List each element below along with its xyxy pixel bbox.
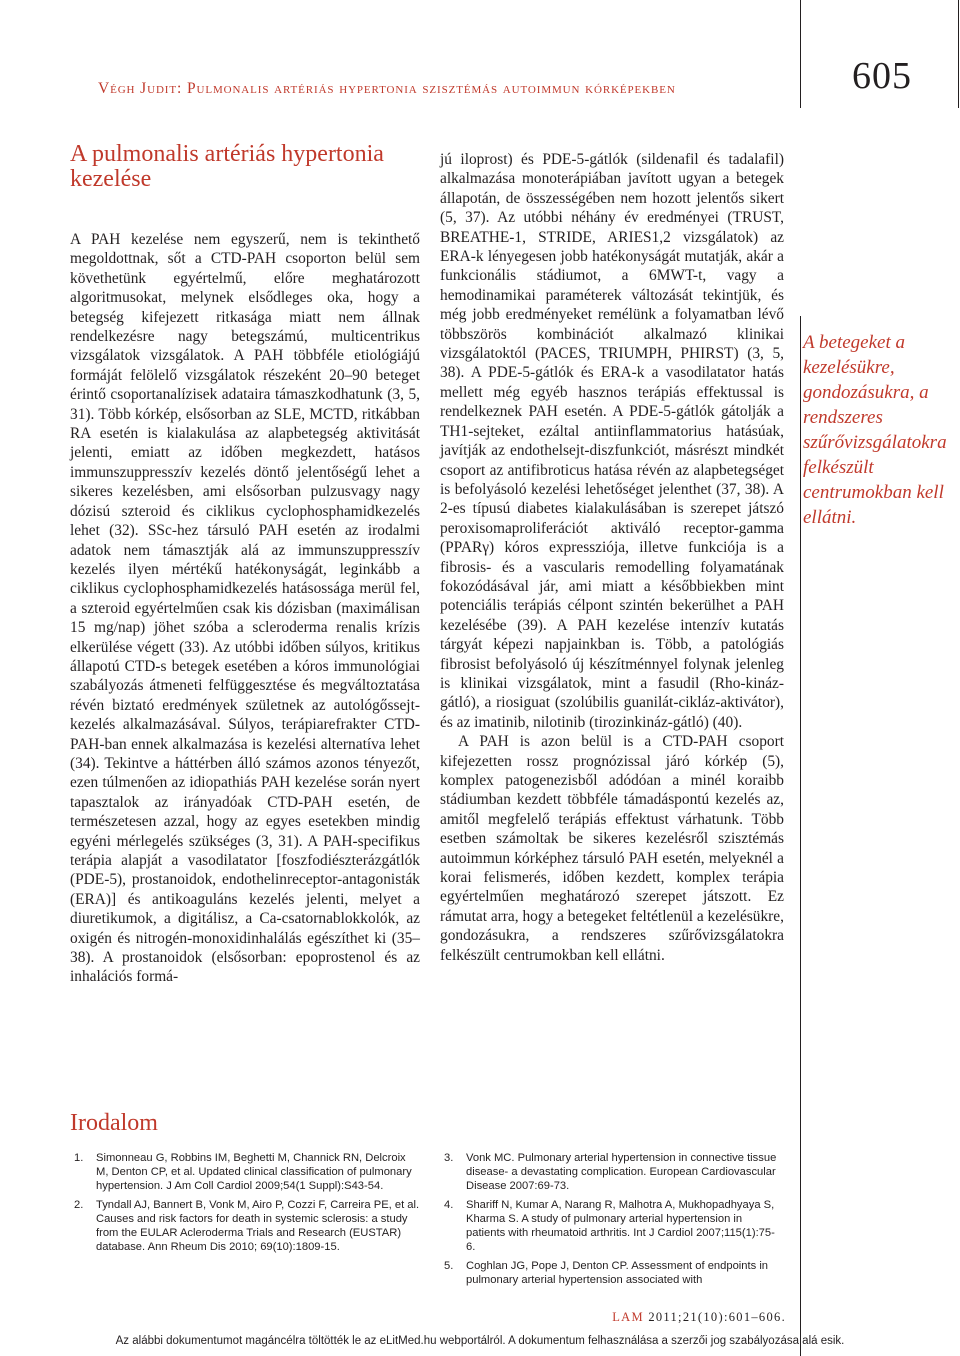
header-rule-right <box>958 0 959 108</box>
reference-text: Tyndall AJ, Bannert B, Vonk M, Airo P, Cozzi F, Carreira PE, et al. Causes and risk factors for death in systemic sclerosis: a study from the EULAR Acleroderma Trials and Research (EUSTAR) database. Ann Rheum Dis 2010; 69(10):1809-15. <box>96 1199 420 1253</box>
reference-number: 3. <box>444 1152 454 1164</box>
right-column-paragraph-1: jú iloprost) és PDE-5-gátlók (sildenafil és tadalafil) alkalmazása monoterápiában javított ugyan a betegek állapotán, de összességében nem hozott jelentős sikert (5, 37). Az utóbbi néhány év eredményei (TRUST, BREATHE-1, STRIDE, ARIES1,2 vizsgálatok) az ERA-k lényegesen jobb hatékonyságát mutatják, akár a funkcionális stádiumot, a 6MWT-t, vagy a hemodinamikai paraméterek változását tekintjük, és még jobb eredményeket remélünk a folyamatban lévő többszörös kombinációt alkalmazó klinikai vizsgálatoktól (PACES, TRIUMPH, PHIRST) (3, 5, 38). A PDE-5-gátlók és ERA-k a vasodilatator hatás mellett még egyéb hasznos terápiás effektussal is rendelkeznek PAH esetén. A PDE-5-gátlók gátolják a TH1-sejteket, ezáltal antiinflammatorius hatásúak, javítják az endothelsejt-diszfunkciót, másrészt mindkét csoport az antifibroticus hatása révén az alapbetegséget is befolyásoló kezelési lehetőséget jelenthet (37, 38). A 2-es típusú diabetes kialakulásában is szerepet játszó peroxisomaproliferációt aktiváló receptor-gamma (PPARγ) kóros expressziója, illetve funkciója is a fibrosis- és a vascularis remodelling folyamatának fokozódásával jár, ami miatt a későbbiekben mint potenciális terápiás célpont szintén bekerülhet a PAH kezelésébe (39). A PAH kezelése intenzív kutatás tárgyát képezi napjainkban is. Több, a patológiás fibrosist befolyásoló új készítménnyel folynak jelenleg is klinikai vizsgálatok, mint a fasudil (Rho-kináz-gátló), a riosiguat (szolúbilis guanilát-cikláz-aktivátor), és az imatinib, nilotinib (tirozinkináz-gátló) (40). <box>440 151 784 731</box>
reference-text: Coghlan JG, Pope J, Denton CP. Assessment of endpoints in pulmonary arterial hypertension associated with <box>466 1260 769 1286</box>
reference-text: Shariff N, Kumar A, Narang R, Malhotra A, Mukhopadhyaya S, Kharma S. A study of pulmonary arterial hypertension in patients with rheumatoid arthritis. Int J Cardiol 2007;115(1):75-6. <box>466 1199 775 1253</box>
reference-item <box>440 1259 784 1287</box>
column-divider <box>800 316 801 1356</box>
journal-citation <box>560 1310 786 1325</box>
page-number: 605 <box>852 55 912 97</box>
left-column <box>70 230 420 987</box>
section-title: A pulmonalis artériás hypertonia kezelése <box>70 141 384 192</box>
pull-quote: A betegeket a kezelésükre, gondozásukra, a rendszeres szűrővizsgálatokra felkészült centrumokban kell ellátni. <box>803 332 947 528</box>
header-rule-left <box>800 0 801 108</box>
right-column-paragraph-2: A PAH is azon belül is a CTD-PAH csoport kifejezetten rossz prognózissal járó kórkép (5), komplex patogenezisből adódóan a minél koraibb stádiumban kezdett többféle támadáspontú kezelés az, amitől megfelelő terápiás effektust várhatunk. Több esetben számoltak be sikeres kezelésről szisztémás autoimmun kórképhez társuló PAH esetén, melyeknél a korai felismerés, időben kezdett, komplex terápia egyértelműen meghatározó szerepet játszott. Ez rámutat arra, hogy a betegeket feltétlenül a kezelésükre, gondozásukra, a rendszeres szűrővizsgálatokra felkészült centrumokban kell ellátni. <box>440 733 784 964</box>
reference-item <box>70 1198 420 1254</box>
reference-item <box>70 1151 420 1193</box>
right-column <box>440 150 784 965</box>
reference-item <box>440 1198 784 1254</box>
download-notice: Az alábbi dokumentumot magáncélra töltötték le az eLitMed.hu webportálról. A dokumentum felhasználása a szerzői jog szabályozása alá esik. <box>115 1335 845 1347</box>
reference-number: 1. <box>74 1152 84 1164</box>
reference-number: 2. <box>74 1199 84 1211</box>
reference-number: 5. <box>444 1260 454 1272</box>
reference-number: 4. <box>444 1199 454 1211</box>
references-list-right <box>440 1151 784 1292</box>
reference-item <box>440 1151 784 1193</box>
running-head: Végh Judit: Pulmonalis artériás hypertonia szisztémás autoimmun kórképekben <box>98 80 676 97</box>
references-list-left <box>70 1151 420 1259</box>
reference-text: Vonk MC. Pulmonary arterial hypertension in connective tissue disease- a devastating complication. European Cardiovascular Disease 2007:69-73. <box>466 1152 777 1192</box>
journal-issue: 2011;21(10):601–606. <box>648 1310 786 1324</box>
left-column-text: A PAH kezelése nem egyszerű, nem is tekinthető megoldottnak, sőt a CTD-PAH csoporton belül sem követhetünk egyértelmű, előre meghatározott algoritmusokat, melynek elsődleges oka, hogy a betegség kifejezett ritkasága miatt nem állnak rendelkezésre nagy betegszámú, multicentrikus vizsgálatok vizsgálatok. A PAH többféle etiológiájú formáját felölelő vizsgálatok részeként 20–90 beteget érintő csoportanalízisek adataira támaszkodhatunk (3, 5, 31). Több kórkép, elsősorban az SLE, MCTD, ritkábban RA esetén is kialakulása az alapbetegség aktivitását jelenti, emiatt az időben megkezdett, hatásos immunszuppresszív kezelés döntő jelentőségű lehet a sikeres kezelésben, ami elsősorban pulzusvagy nagy dózisú szteroid és ciklikus cyclophosphamidkezelés lehet (32). SSc-hez társuló PAH esetén az irodalmi adatok nem támasztják alá az immunszuppresszív kezelés ilyen mértékű hatékonyságát, leginkább a ciklikus cyclophosphamidkezelés hatásossága merül fel, a szteroid egyértelműen csak kis dózisban (maximálisan 15 mg/nap) jöhet szóba a scleroderma renalis krízis elkerülése végett (33). Az utóbbi időben súlyos, kritikus állapotú CTD-s betegek esetében a kóros immunológiai szabályozás átmeneti felfüggesztése és megváltoztatása révén biztató eredmények születnek az autológőssejt-kezelés alkalmazásával. Súlyos, terápiarefrakter CTD-PAH-ban ennek alkalmazása is kezelési alternatíva lehet (34). Tekintve a háttérben álló számos azonos tényezőt, ezen túlmenően az idiopathiás PAH kezelése során nyert tapasztalok az irányadóak CTD-PAH esetén, de természetesen azzal, hogy az egyes esetekben mindig egyéni mérlegelés szükséges (3, 31). A PAH-specifikus terápia alapját a vasodilatator [foszfodiészterázgátlók (PDE-5), prostanoidok, endothelinreceptor-antagonisták (ERA)] és antikoaguláns kezelés jelenti, melyet a diuretikumok, a digitálisz, a Ca-csatornablokkolók, az oxigén és nitrogén-monoxidinhalálás egészíthet ki (35–38). A prostanoidok (elsősorban: epoprostenol és az inhalációs formá- <box>70 231 420 986</box>
references-title: Irodalom <box>70 1110 158 1136</box>
journal-name: LAM <box>612 1310 644 1324</box>
reference-text: Simonneau G, Robbins IM, Beghetti M, Channick RN, Delcroix M, Denton CP, et al. Updated clinical classification of pulmonary hypertension. J Am Coll Cardiol 2009;54(1 Suppl):S43-54. <box>96 1152 412 1192</box>
